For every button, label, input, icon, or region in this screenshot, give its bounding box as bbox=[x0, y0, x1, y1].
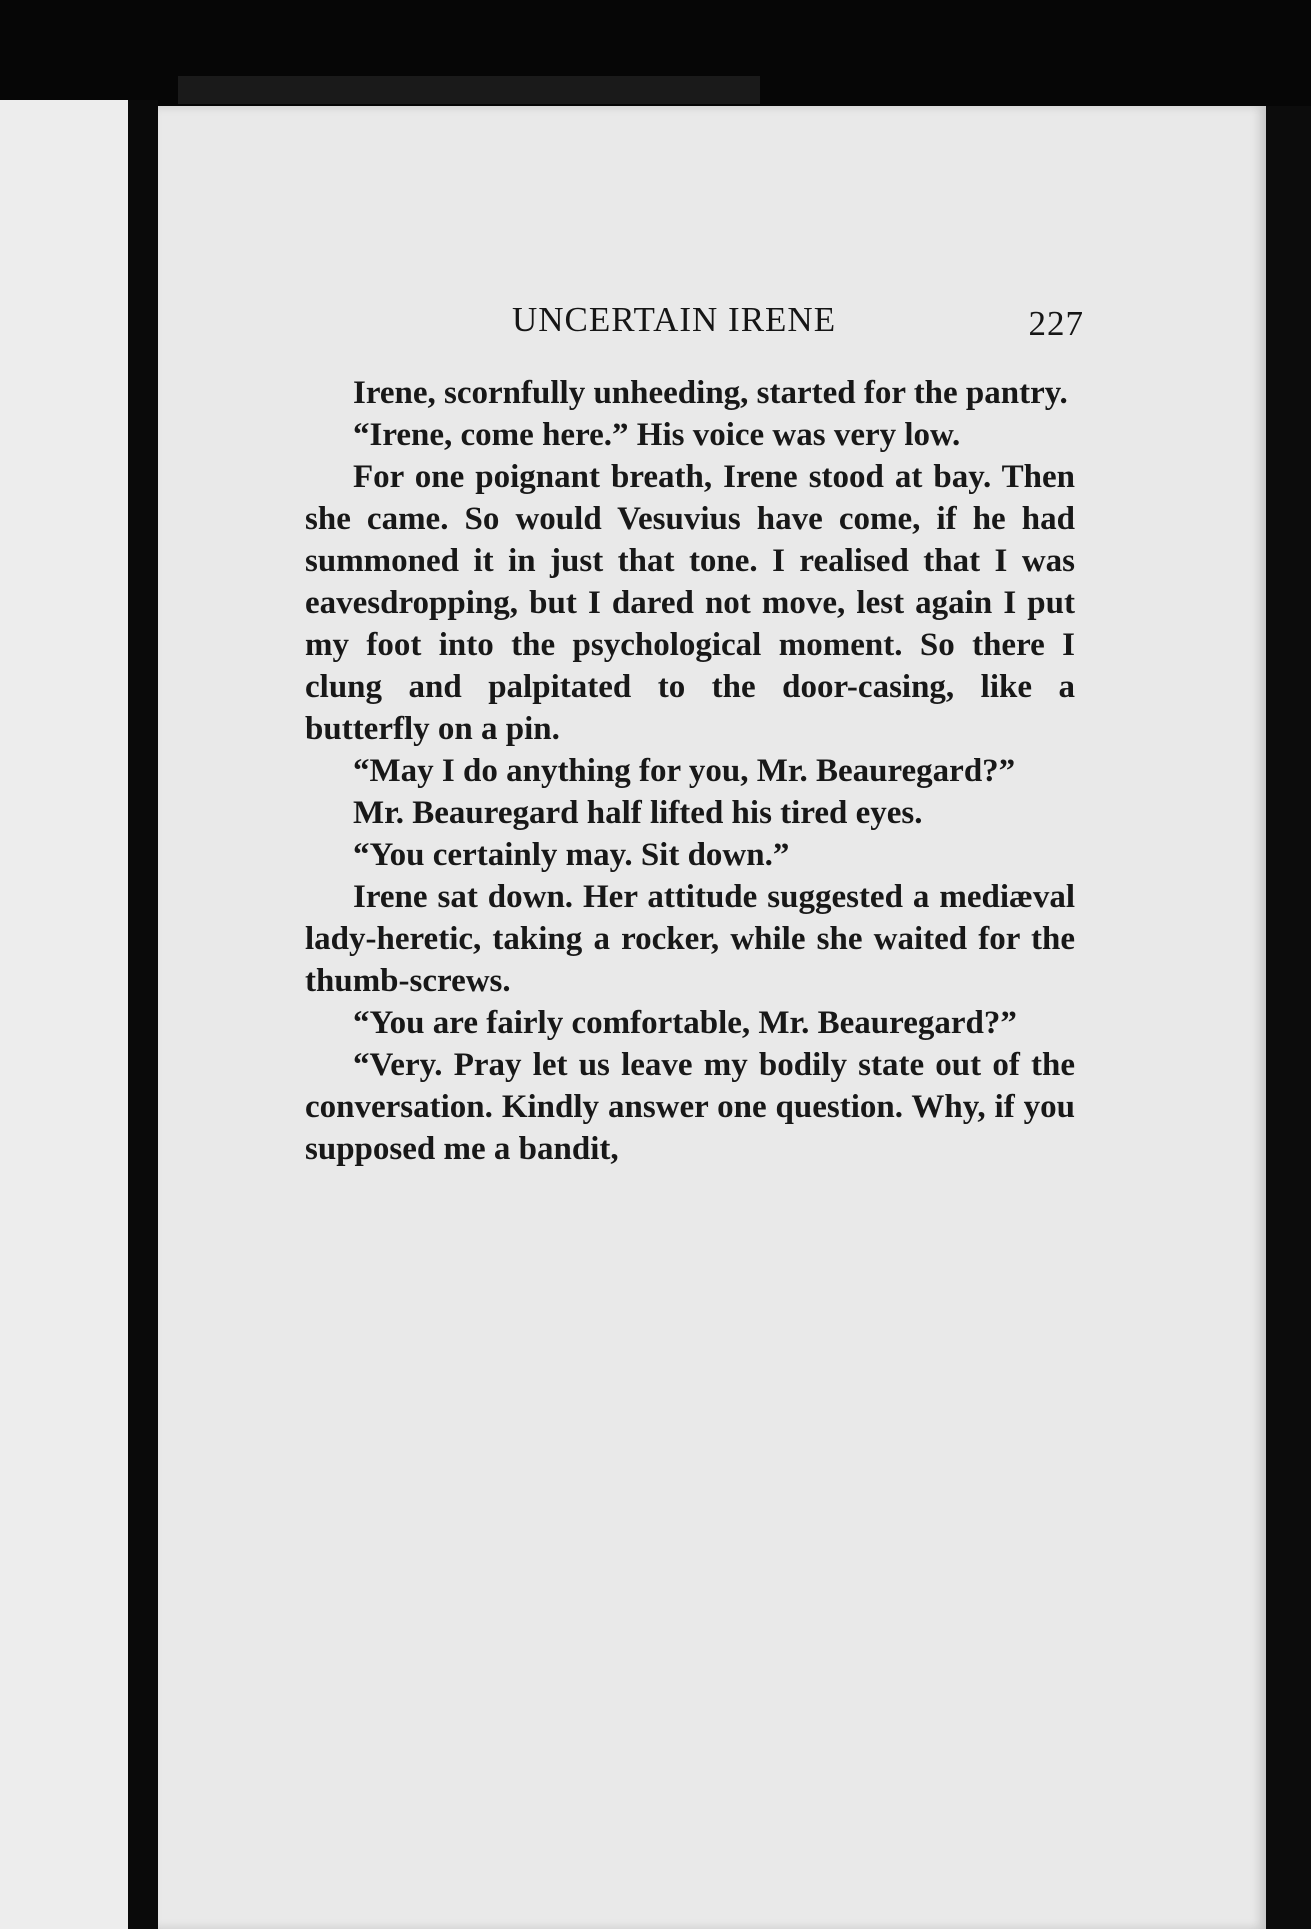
right-page-edge bbox=[1266, 106, 1311, 1929]
paragraph: Irene sat down. Her attitude suggested a mediæval lady-heretic, taking a rocker, while she waited for the thumb-screws. bbox=[305, 879, 1075, 999]
paragraph: “You certainly may. Sit down.” bbox=[353, 837, 790, 873]
page-number: 227 bbox=[1028, 304, 1084, 343]
paragraph: For one poignant breath, Irene stood at bay. Then she came. So would Vesuvius have come, if he had summoned it in just that tone. I realised that I was eavesdropping, but I dared not move, lest again I put my foot into the psychological moment. So there I clung and palpitated to the door-casing, like a butterfly on a pin. bbox=[305, 459, 1075, 747]
body-text bbox=[305, 372, 1075, 1170]
paragraph: “May I do anything for you, Mr. Beauregard?” bbox=[353, 753, 1016, 789]
paragraph: “Very. Pray let us leave my bodily state out of the conversation. Kindly answer one question. Why, if you supposed me a bandit, bbox=[305, 1047, 1075, 1167]
paragraph: “You are fairly comfortable, Mr. Beauregard?” bbox=[353, 1005, 1017, 1041]
paragraph: Irene, scornfully unheeding, started for the pantry. bbox=[353, 375, 1068, 411]
page-header bbox=[352, 300, 1084, 350]
running-title: UNCERTAIN IRENE bbox=[512, 300, 837, 339]
book-spine bbox=[128, 100, 158, 1929]
paragraph: “Irene, come here.” His voice was very low. bbox=[353, 417, 961, 453]
top-binding-strip bbox=[178, 76, 760, 104]
left-page-edge bbox=[0, 100, 128, 1929]
paragraph: Mr. Beauregard half lifted his tired eyes. bbox=[353, 795, 923, 831]
